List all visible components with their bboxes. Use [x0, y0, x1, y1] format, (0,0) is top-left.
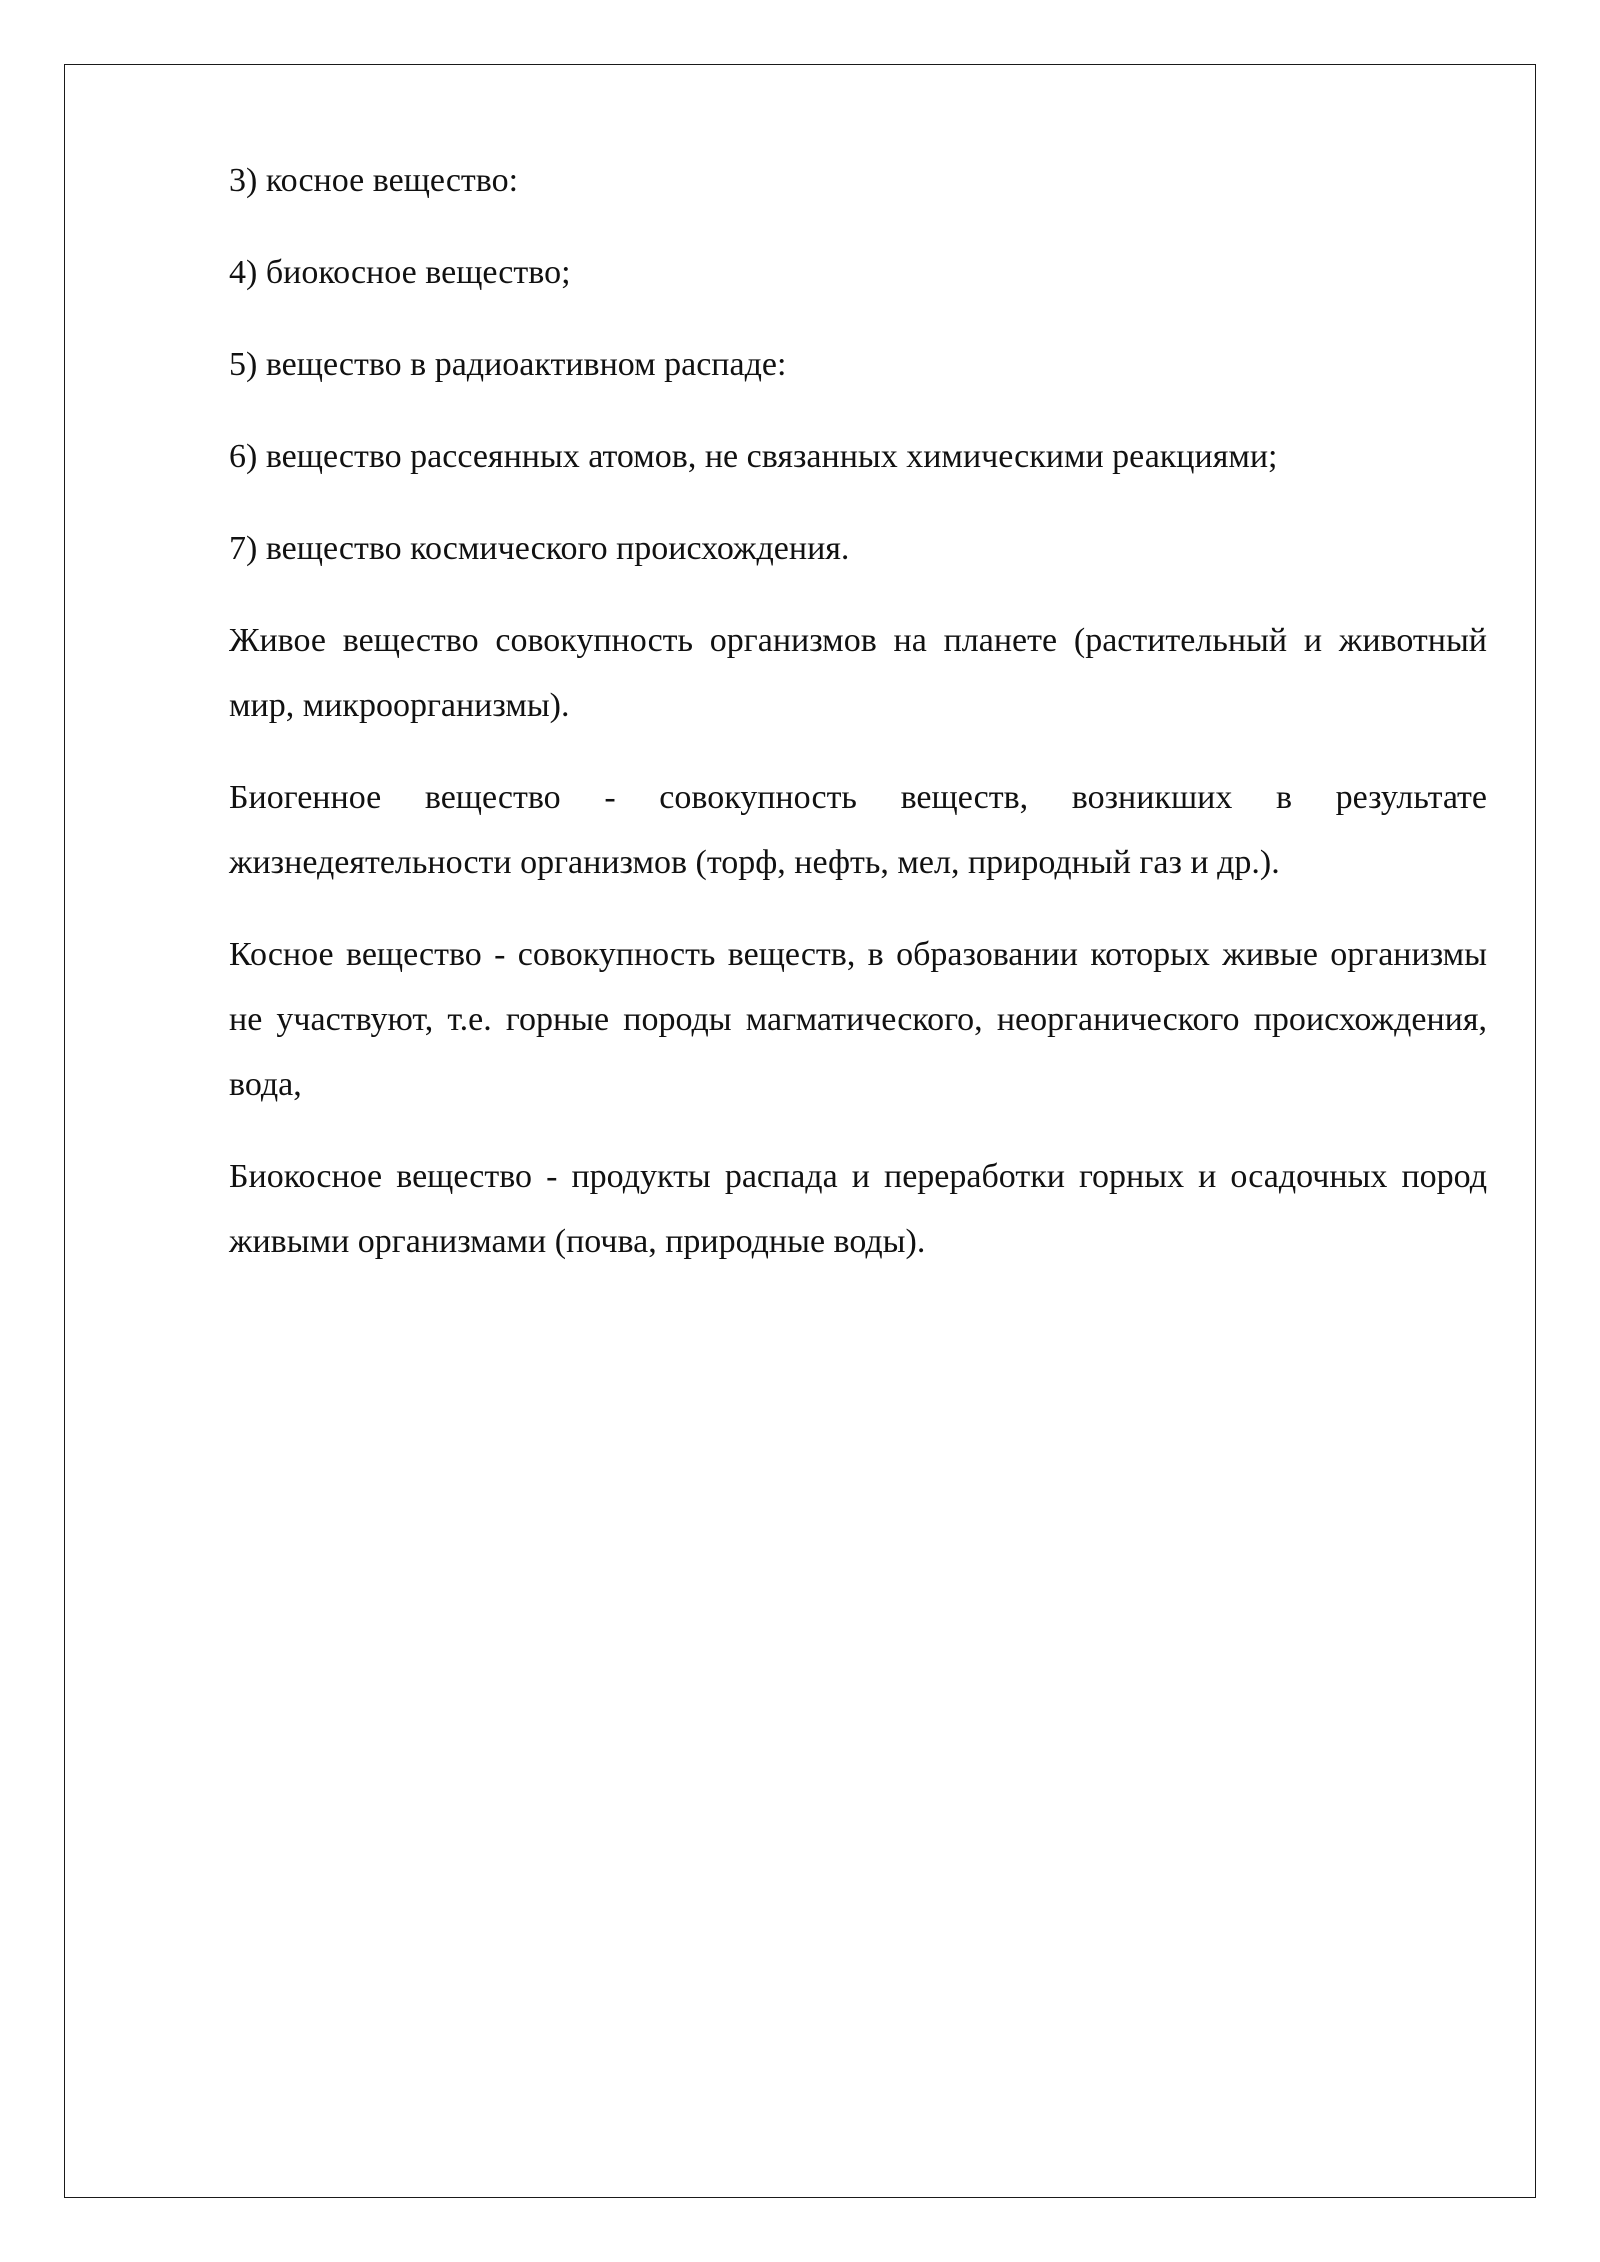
list-item-7: 7) вещество космического происхождения. — [229, 530, 850, 567]
paragraph-inert-matter: Косное вещество - совокупность веществ, в образовании которых живые организмы не участвуют, т.е. горные породы магматического, неорганического происхождения, вода, — [229, 936, 1487, 1103]
paragraph-bioinert-matter: Биокосное вещество - продукты распада и переработки горных и осадочных пород живыми организмами (почва, природные воды). — [229, 1158, 1487, 1260]
list-item-6: 6) вещество рассеянных атомов, не связанных химическими реакциями; — [229, 438, 1278, 475]
list-item-4: 4) биокосное вещество; — [229, 254, 571, 291]
paragraph-biogenic-matter: Биогенное вещество - совокупность веществ, возникших в результате жизнедеятельности организмов (торф, нефть, мел, природный газ и др.). — [229, 779, 1487, 881]
list-item-3: 3) косное вещество: — [229, 162, 519, 199]
paragraph-living-matter: Живое вещество совокупность организмов на планете (растительный и животный мир, микроорганизмы). — [229, 622, 1487, 724]
document-body — [229, 148, 1487, 1301]
list-item-5: 5) вещество в радиоактивном распаде: — [229, 346, 787, 383]
